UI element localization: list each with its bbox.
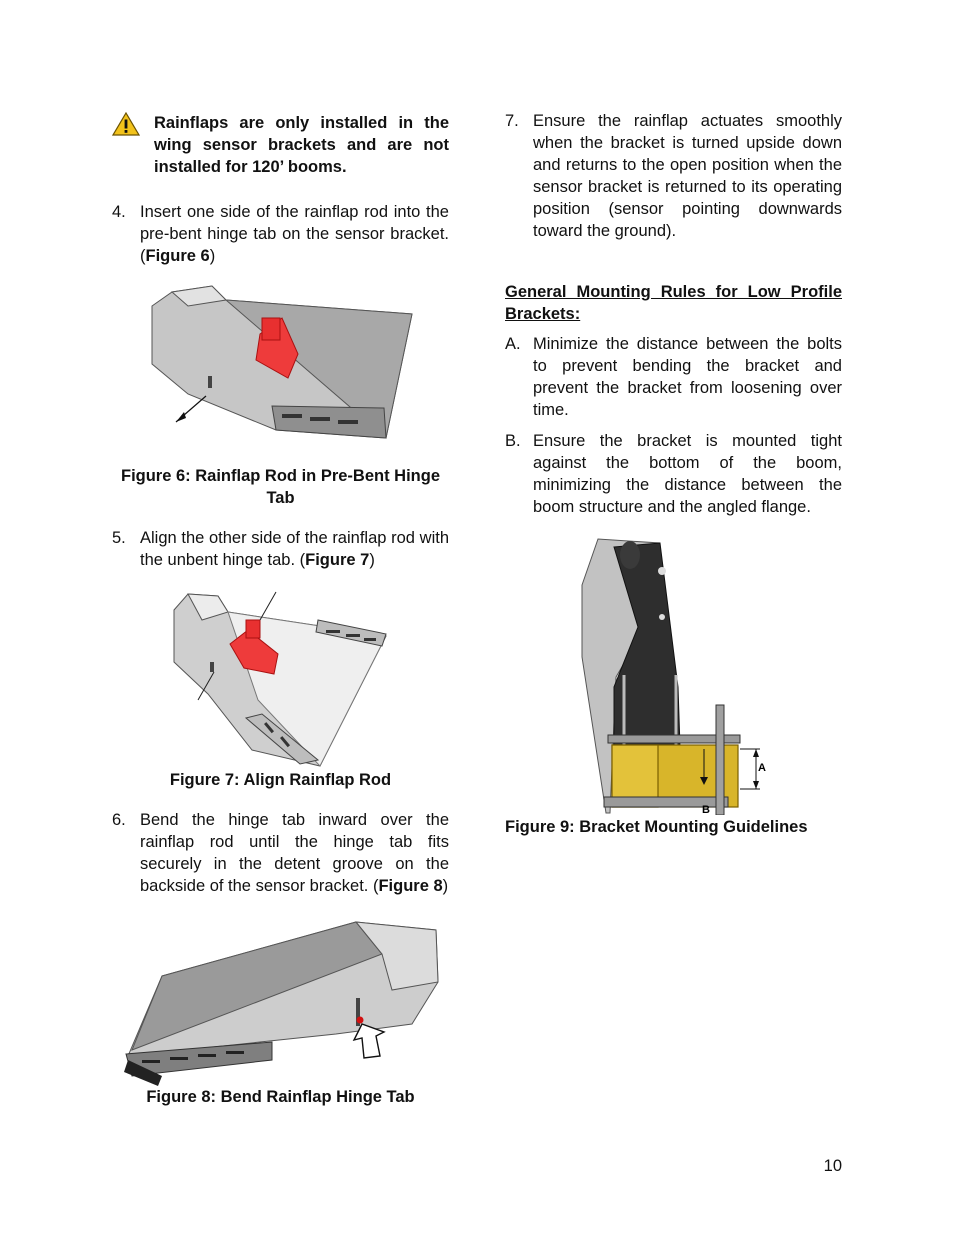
step-text: Align the other side of the rainflap rod with the unbent hinge tab. ( [140,529,449,569]
figure-8-caption: Figure 8: Bend Rainflap Hinge Tab [146,1088,415,1106]
figure-7-caption: Figure 7: Align Rainflap Rod [169,771,392,789]
step-number: 5. [112,529,126,547]
step-5 [112,527,449,571]
dimension-label-b: B [702,804,710,815]
step-text-close: ) [369,551,375,569]
step-text-close: ) [209,247,216,265]
step-text: Bend the hinge tab inward over the rainflap rod until the hinge tab fits securely in the detent groove on the backside of the sensor bracket. ( [140,811,449,895]
step-6 [112,809,449,897]
page-number: 10 [823,1157,842,1175]
step-7 [505,110,842,242]
step-text: Ensure the rainflap actuates smoothly when the bracket is turned upside down and returns to the open position when the sensor bracket is returned to its operating position (sensor pointing downwards toward the ground). [533,112,842,240]
step-number: 4. [112,203,126,221]
dimension-label-a: A [758,762,766,774]
figure-6-caption: Figure 6: Rainflap Rod in Pre-Bent Hinge Tab [120,467,441,507]
figure-reference: Figure 7 [305,551,370,569]
mounting-rules-heading: General Mounting Rules for Low Profile Brackets: [505,283,842,323]
warning-text: Rainflaps are only installed in the wing sensor brackets and are not installed for 120’ booms. [154,114,449,176]
step-4 [112,201,449,267]
rule-a [505,333,842,421]
figure-9-image [578,537,774,815]
step-text-close: ) [442,877,449,895]
rule-text: Ensure the bracket is mounted tight against the bottom of the boom, minimizing the distance between the boom structure and the angled flange. [533,432,842,516]
rule-text: Minimize the distance between the bolts to prevent bending the bracket and prevent the bracket from loosening over time. [533,335,842,419]
step-number: 6. [112,811,126,829]
figure-reference: Figure 8 [378,877,443,895]
rule-letter: A. [505,335,521,353]
rule-b [505,430,842,518]
step-number: 7. [505,112,519,130]
warning-icon [112,112,140,136]
rule-letter: B. [505,432,521,450]
figure-9-caption: Figure 9: Bracket Mounting Guidelines [505,818,808,836]
warning-note [112,112,449,178]
figure-8-image [122,920,440,1088]
figure-6-image [148,284,416,440]
figure-reference: Figure 6 [145,247,210,265]
figure-7-image [168,590,392,768]
step-text: Insert one side of the rainflap rod into the pre-bent hinge tab on the sensor bracket. ( [140,203,449,265]
